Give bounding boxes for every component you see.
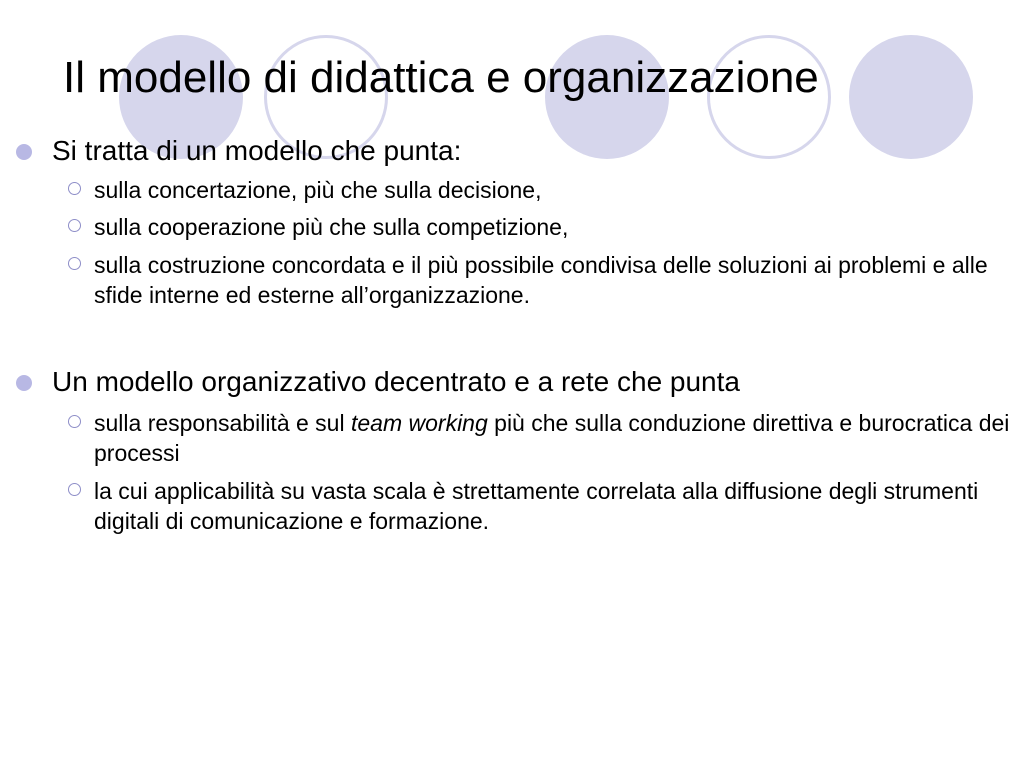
bullet-text: sulla cooperazione più che sulla competizione, xyxy=(94,214,569,240)
bullet-text: sulla costruzione concordata e il più possibile condivisa delle soluzioni ai problemi e alle sfide interne ed esterne all’organizzazione. xyxy=(94,252,988,308)
slide-title: Il modello di didattica e organizzazione xyxy=(63,53,819,102)
bullet-level2 xyxy=(94,408,1014,468)
bullet-level1 xyxy=(52,366,740,398)
bullet-level2 xyxy=(94,175,1014,205)
bullet-text-emphasis: team working xyxy=(350,410,488,436)
bullet-ring-icon xyxy=(68,415,81,428)
bullet-level2 xyxy=(94,250,1014,310)
bullet-dot-icon xyxy=(16,375,32,391)
bullet-text: Si tratta di un modello che punta: xyxy=(52,135,462,166)
bullet-level2 xyxy=(94,476,1014,536)
bullet-ring-icon xyxy=(68,219,81,232)
bullet-text-pre: sulla responsabilità e sul xyxy=(94,410,351,436)
bullet-text: sulla concertazione, più che sulla decisione, xyxy=(94,177,542,203)
bullet-level1 xyxy=(52,135,461,167)
bullet-ring-icon xyxy=(68,182,81,195)
bullet-text: Un modello organizzativo decentrato e a rete che punta xyxy=(52,366,740,397)
bullet-dot-icon xyxy=(16,144,32,160)
bullet-ring-icon xyxy=(68,257,81,270)
bullet-ring-icon xyxy=(68,483,81,496)
bullet-level2 xyxy=(94,212,1014,242)
bullet-text-post: più che sulla conduzione direttiva e burocratica dei processi xyxy=(94,410,1010,466)
decorative-circle-3 xyxy=(849,35,973,159)
bullet-text: la cui applicabilità su vasta scala è strettamente correlata alla diffusione degli strumenti digitali di comunicazione e formazione. xyxy=(94,478,979,534)
